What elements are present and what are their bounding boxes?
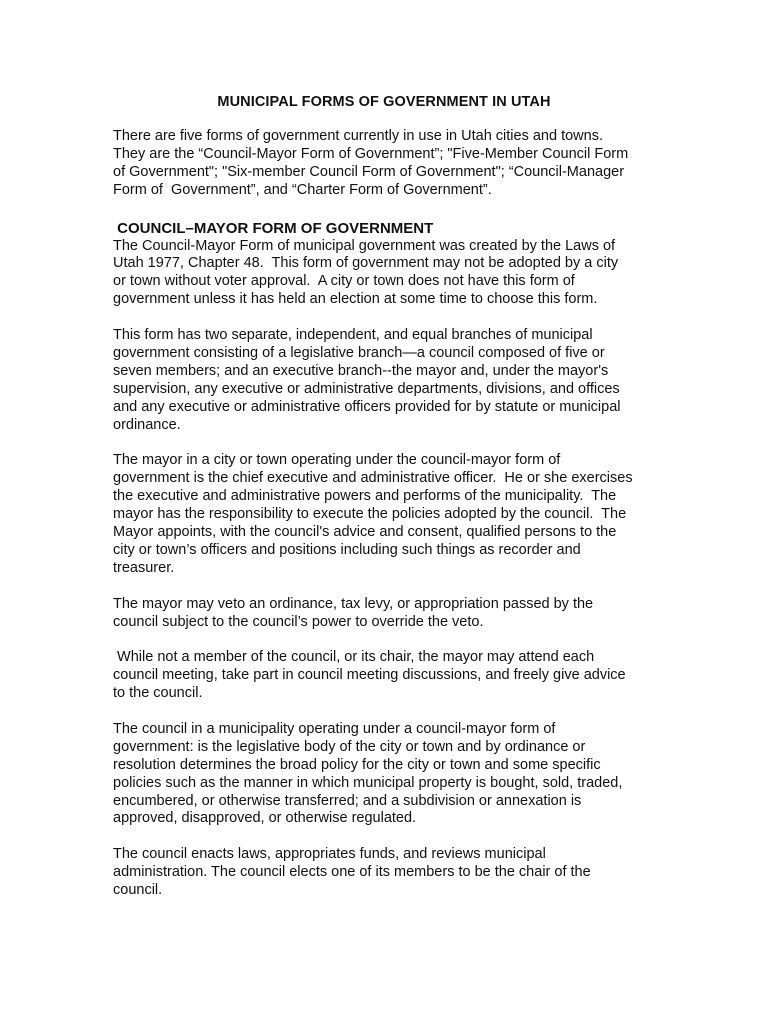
text-line: The Council-Mayor Form of municipal government was created by the Laws of: [113, 237, 616, 254]
text-line: The council in a municipality operating under a council-mayor form of: [113, 720, 556, 737]
paragraph-gap: [113, 631, 673, 649]
text-line: Utah 1977, Chapter 48. This form of government may not be adopted by a city: [113, 255, 619, 272]
text-line: Mayor appoints, with the council's advice and consent, qualified persons to the: [113, 523, 617, 540]
text-line: administration. The council elects one of its members to be the chair of the: [113, 864, 591, 881]
text-line: mayor has the responsibility to execute the policies adopted by the council. The: [113, 506, 627, 523]
text-line: government consisting of a legislative branch—a council composed of five or: [113, 344, 605, 361]
text-line: government: is the legislative body of the city or town and by ordinance or: [113, 738, 586, 755]
paragraph-gap: [113, 200, 673, 218]
text-line: council meeting, take part in council meeting discussions, and freely give advice: [113, 667, 626, 684]
text-line: to the council.: [113, 685, 203, 702]
text-line: There are five forms of government currently in use in Utah cities and towns.: [113, 128, 603, 144]
text-line: policies such as the manner in which municipal property is bought, sold, traded,: [113, 774, 623, 791]
document-body: [113, 128, 673, 900]
paragraph-1: [113, 238, 673, 310]
paragraph-5: [113, 649, 673, 703]
text-line: the executive and administrative powers and performs of the municipality. The: [113, 488, 617, 505]
paragraph-7: [113, 846, 673, 900]
paragraph-gap: [113, 434, 673, 452]
text-line: While not a member of the council, or its chair, the mayor may attend each: [113, 649, 595, 666]
intro-paragraph: [113, 128, 673, 200]
paragraph-gap: [113, 578, 673, 596]
text-line: This form has two separate, independent, and equal branches of municipal: [113, 327, 593, 344]
text-line: The mayor in a city or town operating under the council-mayor form of: [113, 452, 561, 469]
section-heading-text: COUNCIL–MAYOR FORM OF GOVERNMENT: [113, 219, 434, 237]
text-line: treasurer.: [113, 559, 175, 576]
text-line: or town without voter approval. A city or town does not have this form of: [113, 273, 575, 290]
paragraph-3: [113, 452, 673, 577]
text-line: approved, disapproved, or otherwise regulated.: [113, 810, 417, 827]
text-line: government is the chief executive and administrative officer. He or she exercises: [113, 470, 633, 487]
paragraph-4: [113, 596, 673, 632]
paragraph-gap: [113, 703, 673, 721]
text-line: seven members; and an executive branch--the mayor and, under the mayor's: [113, 362, 609, 379]
text-line: resolution determines the broad policy for the city or town and some specific: [113, 756, 601, 773]
paragraph-gap: [113, 309, 673, 327]
page-title: MUNICIPAL FORMS OF GOVERNMENT IN UTAH: [217, 94, 551, 110]
paragraph-2: [113, 327, 673, 434]
text-line: supervision, any executive or administrative departments, divisions, and offices: [113, 380, 620, 397]
paragraph-6: [113, 721, 673, 828]
text-line: council subject to the council’s power to override the veto.: [113, 613, 484, 630]
text-line: Form of Government”, and “Charter Form of Government”.: [113, 181, 492, 198]
text-line: government unless it has held an election at some time to choose this form.: [113, 291, 598, 308]
text-line: and any executive or administrative officers provided for by statute or municipal: [113, 398, 621, 415]
text-line: The council enacts laws, appropriates funds, and reviews municipal: [113, 846, 546, 863]
text-line: The mayor may veto an ordinance, tax levy, or appropriation passed by the: [113, 595, 594, 612]
text-line: They are the “Council-Mayor Form of Government”; "Five-Member Council Form: [113, 145, 629, 162]
text-line: city or town’s officers and positions including such things as recorder and: [113, 541, 581, 558]
section-heading: [113, 220, 673, 238]
text-line: ordinance.: [113, 416, 181, 433]
text-line: of Government"; "Six-member Council Form of Government"; “Council-Manager: [113, 163, 625, 180]
text-line: council.: [113, 882, 163, 899]
paragraph-gap: [113, 828, 673, 846]
text-line: encumbered, or otherwise transferred; and a subdivision or annexation is: [113, 792, 582, 809]
